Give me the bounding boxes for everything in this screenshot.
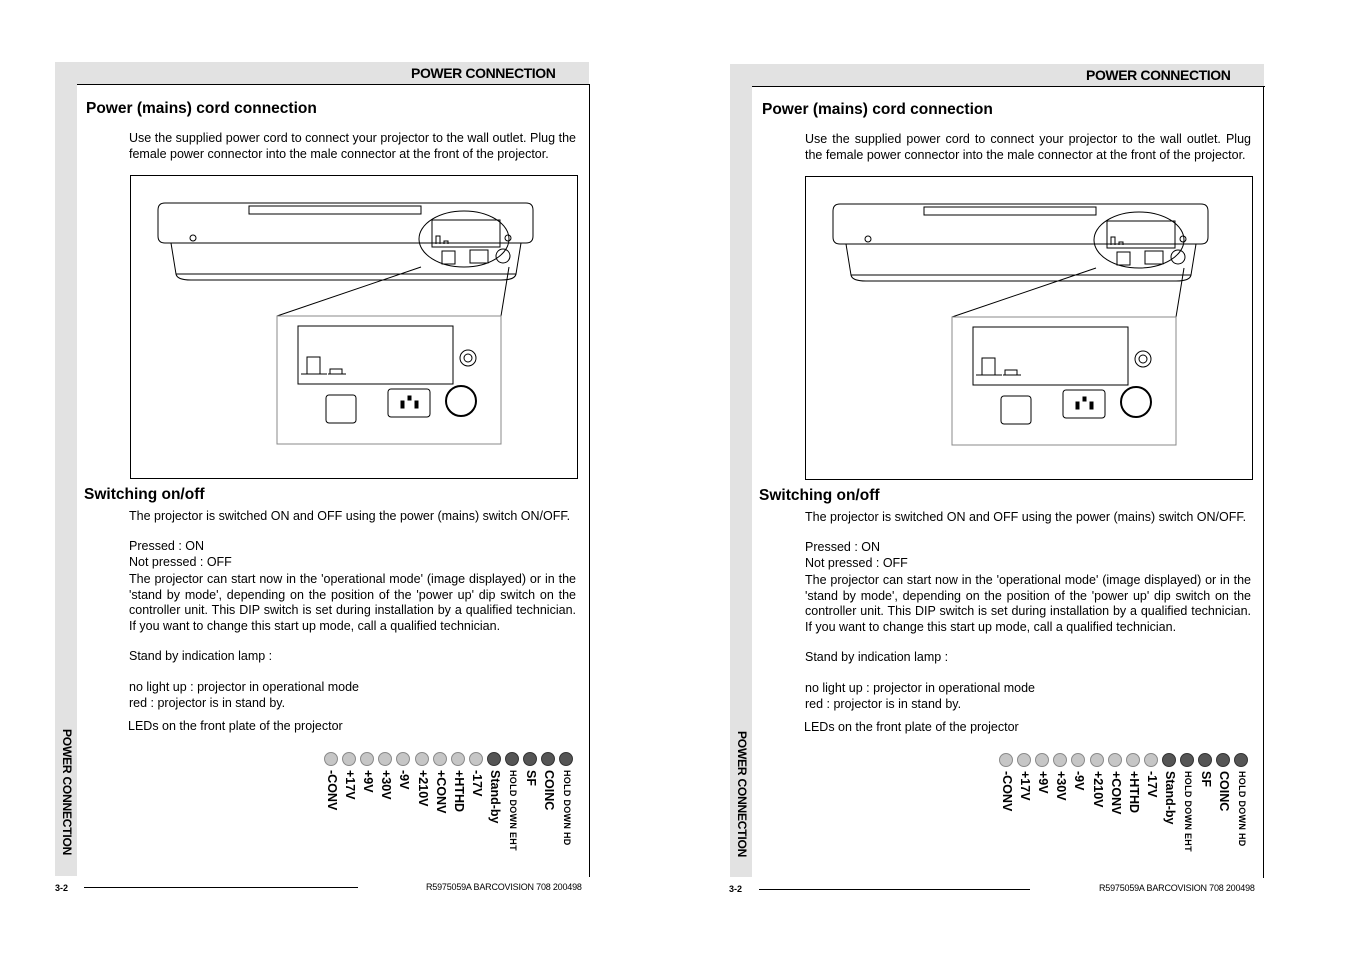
pressed-state: Pressed : ON [805, 540, 881, 554]
led-indicator [1216, 753, 1230, 767]
header-section-title: POWER CONNECTION [411, 65, 556, 81]
led-indicator [1144, 753, 1158, 767]
not-pressed-state: Not pressed : OFF [129, 555, 232, 569]
switching-intro: The projector is switched ON and OFF using the power (mains) switch ON/OFF. [129, 509, 571, 523]
document-reference: R5975059A BARCOVISION 708 200498 [1099, 883, 1255, 893]
leds-caption: LEDs on the front plate of the projector [804, 720, 1019, 734]
red-light-description: red : projector is in stand by. [805, 697, 962, 711]
led-label: COINC [542, 770, 557, 811]
header-section-title: POWER CONNECTION [1086, 67, 1231, 83]
projector-drawing [806, 177, 1252, 479]
led-indicator [541, 752, 555, 766]
led-indicator [433, 752, 447, 766]
led-indicator [1198, 753, 1212, 767]
led-label: +30V [379, 770, 394, 800]
content-frame-right [589, 84, 590, 877]
footer-rule [84, 887, 358, 888]
led-indicator [415, 752, 429, 766]
led-label: +17V [1018, 771, 1033, 801]
led-indicator [1234, 753, 1248, 767]
section-title-power-cord: Power (mains) cord connection [762, 101, 993, 118]
content-frame-top [77, 84, 590, 85]
side-section-label: POWER CONNECTION [60, 729, 74, 856]
led-indicator [523, 752, 537, 766]
led-indicator [469, 752, 483, 766]
led-label: Stand-by [1162, 771, 1177, 825]
led-label: Stand-by [487, 770, 502, 824]
led-label: +9V [1036, 771, 1051, 794]
led-indicator [360, 752, 374, 766]
led-indicator [505, 752, 519, 766]
no-light-description: no light up : projector in operational mode [805, 681, 1036, 695]
led-label: HOLD DOWN EHT [1183, 771, 1193, 852]
led-label: -17V [1144, 771, 1159, 798]
not-pressed-state: Not pressed : OFF [805, 556, 908, 570]
led-label: HOLD DOWN HD [1237, 771, 1248, 847]
led-label: -9V [397, 770, 412, 790]
led-panel [999, 753, 1259, 873]
projector-front-figure [805, 176, 1253, 480]
side-section-label: POWER CONNECTION [735, 731, 749, 858]
led-label: +9V [361, 770, 376, 793]
power-cord-intro: Use the supplied power cord to connect your projector to the wall outlet. Plug the female power connector into the male connector at the front of the projector. [805, 132, 1251, 162]
led-indicator [999, 753, 1013, 767]
projector-drawing [131, 176, 577, 478]
switching-intro: The projector is switched ON and OFF using the power (mains) switch ON/OFF. [805, 510, 1247, 524]
led-indicator [1180, 753, 1194, 767]
led-indicator [1090, 753, 1104, 767]
led-label: +17V [343, 770, 358, 800]
standby-lamp-heading: Stand by indication lamp : [805, 650, 949, 664]
content-frame-right [1263, 86, 1264, 878]
led-indicator [487, 752, 501, 766]
footer-rule [759, 889, 1030, 890]
led-indicator [1035, 753, 1049, 767]
left-page [0, 0, 675, 954]
led-label: +CONV [433, 770, 448, 814]
pressed-state: Pressed : ON [129, 539, 205, 553]
led-indicator [1071, 753, 1085, 767]
led-indicator [1108, 753, 1122, 767]
led-label: +HTHD [451, 770, 466, 813]
led-label: +CONV [1108, 771, 1123, 815]
led-label: +210V [1090, 771, 1105, 808]
led-indicator [378, 752, 392, 766]
led-indicator [451, 752, 465, 766]
led-label: +HTHD [1126, 771, 1141, 814]
led-indicator [1017, 753, 1031, 767]
projector-front-figure [130, 175, 578, 479]
red-light-description: red : projector is in stand by. [129, 696, 286, 710]
section-title-switching: Switching on/off [84, 486, 205, 503]
led-label: -CONV [325, 770, 339, 811]
led-label: HOLD DOWN HD [562, 770, 573, 846]
document-reference: R5975059A BARCOVISION 708 200498 [426, 882, 582, 892]
led-label: -CONV [1000, 771, 1014, 812]
page-number: 3-2 [729, 884, 743, 894]
page-number: 3-2 [55, 883, 69, 893]
led-indicator [559, 752, 573, 766]
power-cord-intro: Use the supplied power cord to connect your projector to the wall outlet. Plug the female power connector into the male connector at the front of the projector. [129, 131, 576, 161]
led-indicator [1053, 753, 1067, 767]
led-label: SF [524, 770, 539, 786]
led-label: SF [1199, 771, 1214, 787]
startup-mode-paragraph: The projector can start now in the 'operational mode' (image displayed) or in the 'stand by mode', depending on the position of the 'power up' dip switch on the controller unit. This DIP switch is set during installation by a qualified technician. If you want to change this start up mode, call a qualified technician. [805, 573, 1251, 634]
led-indicator [342, 752, 356, 766]
section-title-power-cord: Power (mains) cord connection [86, 100, 317, 117]
led-indicator [1126, 753, 1140, 767]
startup-mode-paragraph: The projector can start now in the 'operational mode' (image displayed) or in the 'stand by mode', depending on the position of the 'power up' dip switch on the controller unit. This DIP switch is set during installation by a qualified technician. If you want to change this start up mode, call a qualified technician. [129, 572, 576, 633]
led-label: +30V [1054, 771, 1069, 801]
right-page [675, 0, 1350, 954]
content-frame-top [752, 86, 1265, 87]
led-indicator [396, 752, 410, 766]
led-label: +210V [415, 770, 430, 807]
led-label: HOLD DOWN EHT [508, 770, 518, 851]
led-label: -17V [469, 770, 484, 797]
leds-caption: LEDs on the front plate of the projector [128, 719, 343, 733]
led-indicator [324, 752, 338, 766]
led-indicator [1162, 753, 1176, 767]
section-title-switching: Switching on/off [759, 487, 880, 504]
led-panel [324, 752, 584, 872]
led-label: COINC [1217, 771, 1232, 812]
no-light-description: no light up : projector in operational mode [129, 680, 360, 694]
led-label: -9V [1072, 771, 1087, 791]
standby-lamp-heading: Stand by indication lamp : [129, 649, 273, 663]
